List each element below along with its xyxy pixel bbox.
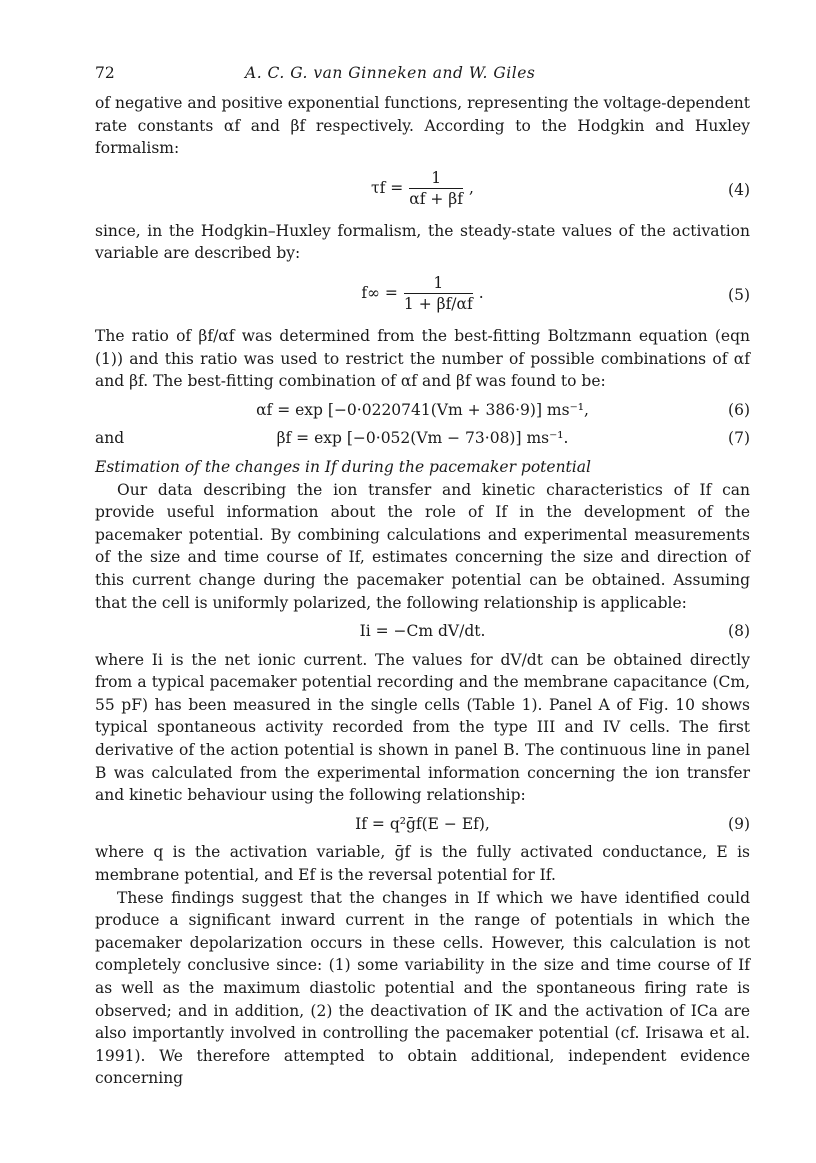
page-header	[95, 62, 750, 92]
equation-4-tail: ,	[469, 178, 474, 197]
paragraph-5: where Ii is the net ionic current. The values for dV/dt can be obtained directly from a typical pacemaker potential recording and the membrane capacitance (Cm, 55 pF) has been measured in the single cells (Table 1). Panel A of Fig. 10 shows typical spontaneous activity recorded from the type III and IV cells. The first derivative of the action potential is shown in panel B. The continuous line in panel B was calculated from the experimental information concerning the ion transfer and kinetic behaviour using the following relationship:	[95, 650, 750, 805]
page-number: 72	[95, 64, 115, 82]
equation-4-fraction	[409, 168, 463, 209]
equation-7-label: (7)	[728, 429, 750, 448]
equation-4	[95, 168, 750, 212]
equation-9-label: (9)	[728, 814, 750, 833]
paragraph-6: where q is the activation variable, ḡf is the fully activated conductance, E is membrane potential, and Ef is the reversal potential for If.	[95, 843, 750, 885]
equation-4-denominator: αf + βf	[409, 189, 464, 208]
running-head: A. C. G. van Ginneken and W. Giles	[245, 64, 536, 82]
paragraph-2: since, in the Hodgkin–Huxley formalism, the steady-state values of the activation variable are described by:	[95, 221, 750, 263]
paragraph-3: The ratio of βf/αf was determined from the best-fitting Boltzmann equation (eqn (1)) and this ratio was used to restrict the number of possible combinations of αf and βf. The best-fitting combination of αf and βf was found to be:	[95, 326, 750, 391]
journal-page	[95, 62, 750, 1090]
equation-8-body: Ii = −Cm dV/dt.	[359, 622, 486, 641]
equation-7	[95, 427, 750, 450]
equation-9-body: If = q²ḡf(E − Ef),	[355, 814, 490, 833]
equation-5-tail: .	[478, 284, 484, 303]
paragraph-1: of negative and positive exponential functions, representing the voltage-dependent rate constants αf and βf respectively. According to the Hodgkin and Huxley formalism:	[95, 94, 750, 158]
paragraph-7: These findings suggest that the changes in If which we have identified could produce a significant inward current in the range of potentials in which the pacemaker depolarization occurs in these cells. However, this calculation is not completely conclusive since: (1) some variability in the size and time course of If as well as the maximum diastolic potential and the spontaneous firing rate is observed; and in addition, (2) the deactivation of IK and the activation of ICa are also importantly involved in controlling the pacemaker potential (cf. Irisawa et al. 1991). We therefore attempted to obtain additional, independent evidence concerning	[95, 888, 750, 1088]
equation-8	[95, 620, 750, 643]
equation-6-label: (6)	[728, 400, 750, 419]
equation-6	[95, 399, 750, 422]
equation-4-lhs: τf =	[371, 178, 404, 197]
equation-9	[95, 813, 750, 836]
equation-7-lead: and	[95, 429, 125, 448]
equation-4-label: (4)	[728, 180, 750, 199]
equation-4-numerator: 1	[409, 168, 463, 189]
equation-8-label: (8)	[728, 622, 750, 641]
equation-5-label: (5)	[728, 285, 750, 304]
equation-6-body: αf = exp [−0·0220741(Vm + 386·9)] ms⁻¹,	[256, 400, 589, 419]
equation-7-body: βf = exp [−0·052(Vm − 73·08)] ms⁻¹.	[276, 429, 569, 448]
equation-5-numerator: 1	[404, 273, 473, 294]
equation-5-fraction	[404, 273, 473, 314]
section-heading: Estimation of the changes in If during the pacemaker potential	[95, 457, 591, 476]
equation-5	[95, 273, 750, 317]
equation-5-denominator: 1 + βf/αf	[403, 294, 473, 313]
equation-5-lhs: f∞ =	[361, 284, 398, 303]
paragraph-4: Our data describing the ion transfer and kinetic characteristics of If can provide useful information about the role of If in the development of the pacemaker potential. By combining calculations and experimental measurements of the size and time course of If, estimates concerning the size and direction of this current change during the pacemaker potential can be obtained. Assuming that the cell is uniformly polarized, the following relationship is applicable:	[95, 480, 750, 612]
